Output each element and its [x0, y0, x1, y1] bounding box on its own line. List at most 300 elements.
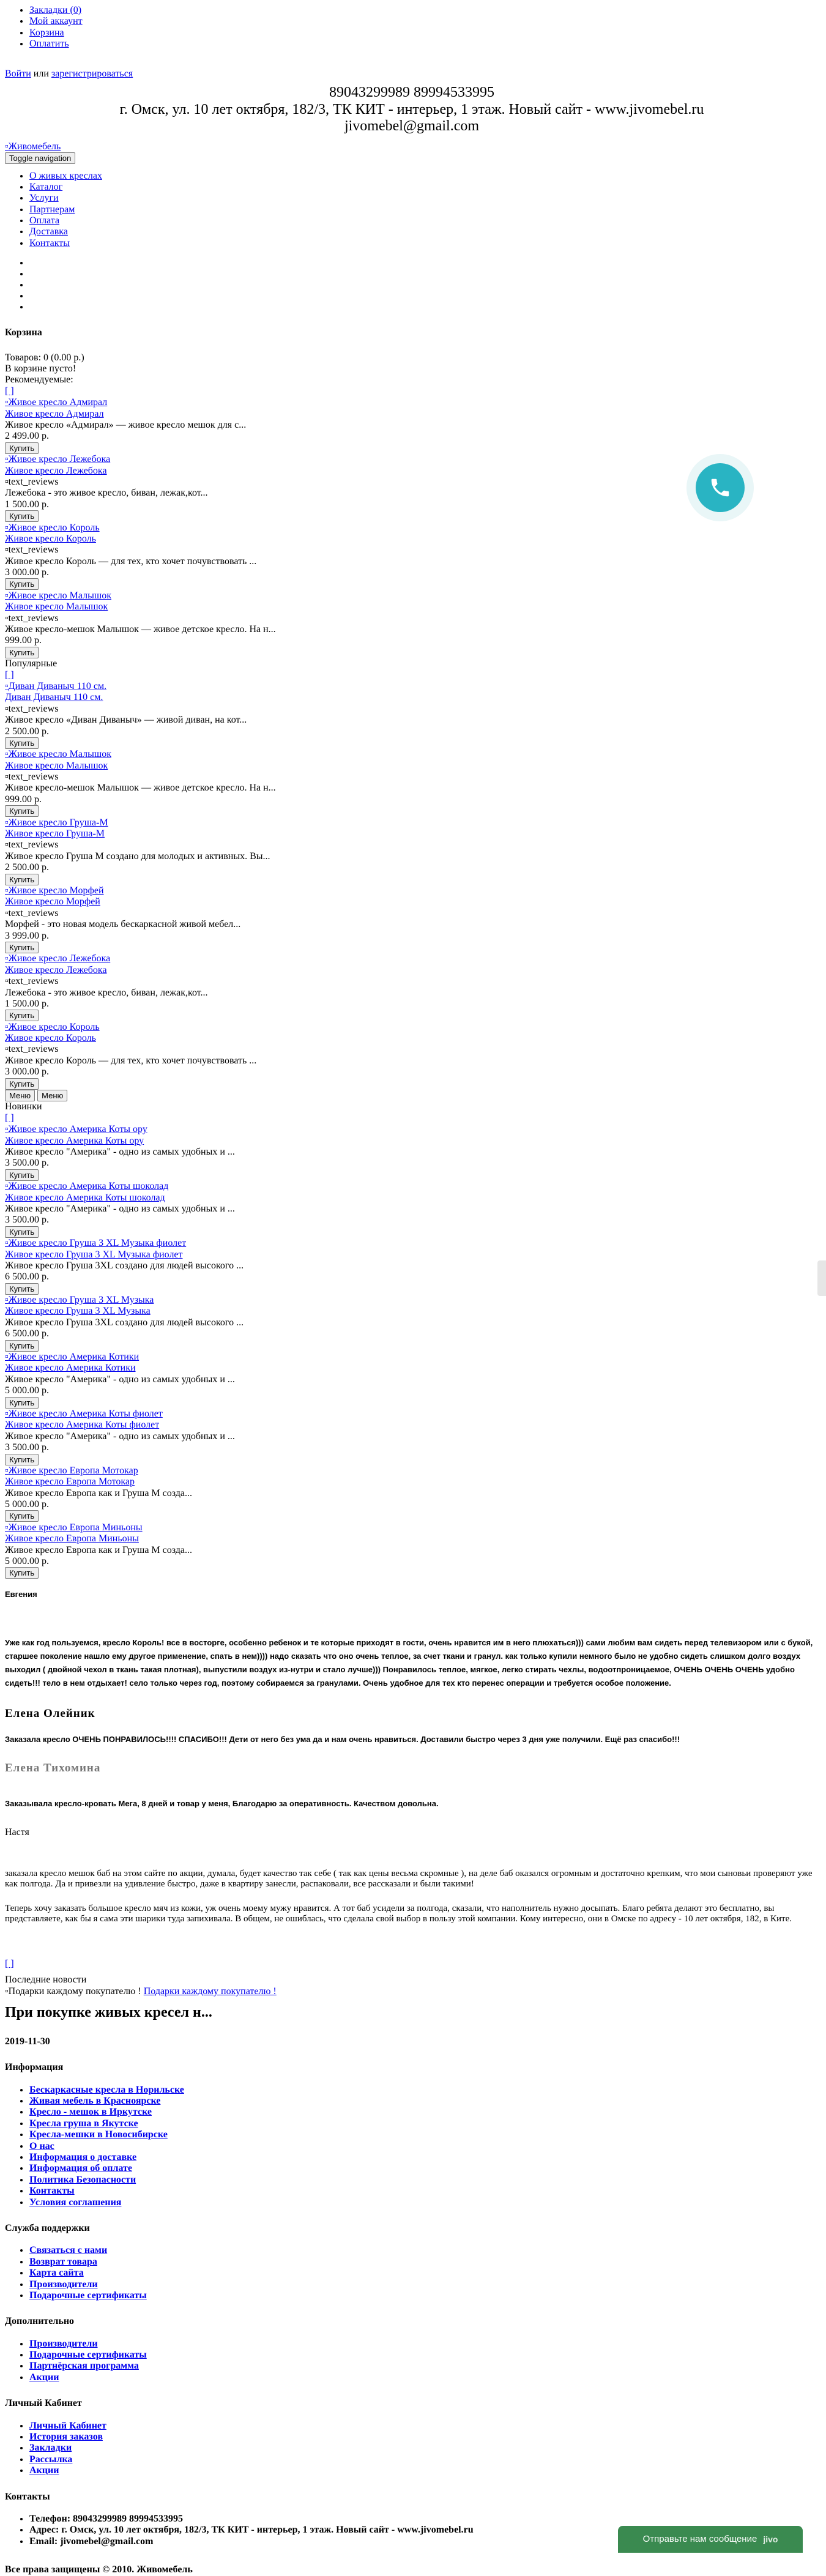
- product-name-link[interactable]: Живое кресло Европа Мотокар: [5, 1476, 135, 1487]
- product-name-link[interactable]: Диван Диваныч 110 см.: [5, 692, 103, 703]
- footer-item: [29, 2085, 819, 2096]
- reviews-image: [5, 908, 819, 919]
- product-card: [5, 953, 819, 1021]
- footer-link[interactable]: Рассылка: [29, 2454, 73, 2465]
- product-image-link[interactable]: [5, 681, 106, 691]
- buy-button[interactable]: Купить: [5, 1567, 39, 1579]
- product-image-link[interactable]: [5, 1022, 100, 1032]
- product-card: [5, 1352, 819, 1409]
- footer-link[interactable]: Контакты: [29, 2186, 75, 2197]
- footer-item: [29, 2443, 819, 2454]
- product-name: [5, 761, 819, 772]
- new-label: Новинки: [5, 1101, 42, 1112]
- footer-link[interactable]: Политика Безопасности: [29, 2174, 136, 2185]
- reviews-image-alt: text_reviews: [8, 1044, 59, 1055]
- footer-item: [29, 2361, 819, 2372]
- carousel-arrows[interactable]: [5, 670, 819, 681]
- product-name: [5, 1533, 819, 1544]
- product-name-link[interactable]: Живое кресло Адмирал: [5, 408, 104, 419]
- empty-item: [29, 258, 819, 269]
- product-image-link[interactable]: [5, 1295, 154, 1305]
- product-image[interactable]: [5, 1238, 819, 1249]
- product-card: [5, 1238, 819, 1295]
- footer-link[interactable]: Партнёрская программа: [29, 2361, 139, 2372]
- product-name-link[interactable]: Живое кресло Европа Миньоны: [5, 1533, 139, 1544]
- footer-link[interactable]: Кресла-мешки в Новосибирске: [29, 2129, 168, 2140]
- product-price: 2 500.00 р.: [5, 726, 49, 737]
- footer-link[interactable]: История заказов: [29, 2432, 103, 2443]
- broken-image-icon: ▫: [5, 817, 9, 828]
- footer-item: [29, 2514, 819, 2525]
- product-description: Живое кресло «Диван Диваныч» — живой диван, на кот...: [5, 715, 247, 726]
- menu-item: [29, 182, 819, 193]
- empty-item: [29, 269, 819, 280]
- product-name-link[interactable]: Живое кресло Америка Коты ору: [5, 1135, 144, 1146]
- product-image[interactable]: [5, 1181, 819, 1192]
- product-image[interactable]: [5, 1522, 819, 1533]
- footer-extra-list: [5, 2339, 819, 2384]
- review-author: Евгения: [5, 1589, 37, 1599]
- cart-title: Корзина: [5, 327, 42, 338]
- product-card: [5, 1181, 819, 1238]
- carousel-arrows-link[interactable]: [ ]: [5, 669, 14, 680]
- product-name: [5, 601, 819, 612]
- product-image-alt: Живое кресло Морфей: [8, 885, 104, 896]
- product-image-link[interactable]: [5, 1409, 163, 1419]
- product-image-link[interactable]: [5, 749, 111, 759]
- product-image-alt: Живое кресло Америка Коты фиолет: [8, 1408, 163, 1419]
- product-name-link[interactable]: Живое кресло Америка Коты шоколад: [5, 1192, 165, 1203]
- cart-empty: В корзине пусто!: [5, 363, 76, 374]
- product-price: 6 500.00 р.: [5, 1328, 49, 1339]
- buy-button[interactable]: Купить: [5, 737, 39, 749]
- new-list: [5, 1124, 819, 1579]
- product-card: [5, 523, 819, 590]
- product-image[interactable]: [5, 817, 819, 828]
- product-image-link[interactable]: [5, 590, 111, 601]
- footer-item: [29, 2432, 819, 2443]
- footer-link[interactable]: Кресла груша в Якутске: [29, 2118, 138, 2129]
- menu-item: [29, 215, 819, 226]
- product-name: [5, 1420, 819, 1431]
- product-image-alt: Живое кресло Америка Коты шоколад: [8, 1181, 169, 1192]
- product-card: [5, 1409, 819, 1465]
- main-menu: [5, 171, 819, 250]
- buy-button[interactable]: Купить: [5, 1169, 39, 1181]
- buy-button[interactable]: Купить: [5, 1340, 39, 1352]
- footer-item: [29, 2350, 819, 2361]
- buy-button[interactable]: Купить: [5, 1397, 39, 1409]
- product-description: Живое кресло-мешок Малышок — живое детское кресло. На н...: [5, 783, 276, 794]
- product-image-link[interactable]: [5, 454, 110, 464]
- header-email: jivomebel@gmail.com: [344, 118, 480, 135]
- buy-button[interactable]: Купить: [5, 1078, 39, 1090]
- product-price: 1 500.00 р.: [5, 499, 49, 510]
- account-link[interactable]: Мой аккаунт: [29, 16, 83, 27]
- footer-link[interactable]: Кресло - мешок в Иркутске: [29, 2107, 152, 2118]
- reviews-image-alt: text_reviews: [8, 545, 59, 556]
- footer-contact-line: Телефон: 89043299989 89994533995: [29, 2513, 184, 2524]
- product-image-link[interactable]: [5, 1124, 147, 1134]
- product-price: 3 500.00 р.: [5, 1215, 49, 1226]
- menu-button[interactable]: Меню: [5, 1090, 35, 1101]
- product-name: [5, 1136, 819, 1147]
- footer-link[interactable]: Информация об оплате: [29, 2163, 133, 2174]
- product-name-link[interactable]: Живое кресло Америка Коты фиолет: [5, 1420, 160, 1431]
- product-card: [5, 590, 819, 658]
- footer-contacts-title: Контакты: [5, 2491, 50, 2502]
- broken-image-icon: ▫: [5, 1181, 9, 1192]
- product-name: [5, 1306, 819, 1317]
- empty-item: [29, 280, 819, 291]
- product-name-link[interactable]: Живое кресло Король: [5, 1033, 96, 1044]
- product-image[interactable]: [5, 953, 819, 964]
- product-image-link[interactable]: [5, 953, 110, 964]
- carousel-arrows[interactable]: [5, 1959, 819, 1970]
- broken-image-icon: ▫: [5, 680, 9, 691]
- footer: [5, 2062, 819, 2575]
- footer-item: [29, 2339, 819, 2350]
- product-image[interactable]: [5, 681, 819, 692]
- footer-item: [29, 2279, 819, 2290]
- product-image[interactable]: [5, 523, 819, 534]
- product-image-link[interactable]: [5, 397, 107, 408]
- footer-link[interactable]: Подарочные сертификаты: [29, 2350, 147, 2361]
- broken-image-icon: ▫: [5, 522, 9, 533]
- product-image[interactable]: [5, 1465, 819, 1476]
- footer-item: [29, 2163, 819, 2174]
- buy-button[interactable]: Купить: [5, 1510, 39, 1522]
- reviews-image: [5, 772, 819, 783]
- broken-image-icon: ▫: [5, 1465, 9, 1476]
- product-description: Живое кресло "Америка" - одно из самых удобных и ...: [5, 1203, 235, 1214]
- top-links: [5, 5, 819, 50]
- footer-contact-line: Адрес: г. Омск, ул. 10 лет октября, 182/3, ТК КИТ - интерьер, 1 этаж. Новый сайт - www.jivomebel.ru: [29, 2525, 474, 2536]
- broken-image-icon: ▫: [5, 1044, 9, 1055]
- footer-item: [29, 2454, 819, 2465]
- product-name: [5, 1193, 819, 1204]
- footer-link[interactable]: Подарочные сертификаты: [29, 2290, 147, 2301]
- product-name-link[interactable]: Живое кресло Морфей: [5, 896, 100, 907]
- broken-image-icon: ▫: [5, 1124, 9, 1135]
- product-image-alt: Живое кресло Америка Котики: [8, 1352, 140, 1363]
- product-description: Живое кресло Король — для тех, кто хочет почувствовать ...: [5, 556, 257, 567]
- footer-link[interactable]: Производители: [29, 2338, 98, 2349]
- empty-list: [5, 258, 819, 313]
- broken-image-icon: ▫: [5, 1522, 9, 1533]
- login-link[interactable]: Войти: [5, 68, 31, 79]
- product-card: [5, 1295, 819, 1352]
- broken-image-icon: ▫: [5, 885, 9, 896]
- product-name: [5, 1363, 819, 1374]
- review-text: Уже как год пользуемся, кресло Король! все в восторге, особенно ребенок и те которые приходят в гости, очень нравится им в него плюхаться))) сами любим вам сидеть перед телевизором или с букой, старшее поколение нашло ему другое применение, спать в нем)))) надо сказать что оно очень теплое, за счет ткани и гранул. как только купили немного было не удобно сидеть слишком долго воздух выходил ( двойной чехол в ткань такая плотная), выпустили воздух из-нутри и стало лучше))) Понравилось теплое, мягкое, легко стирать чехлы, водоотпроницаемое, ОЧЕНЬ ОЧЕНЬ ОЧЕНЬ удобно сидеть!!! тело в нем отдыхает! село только через год, поэтому собираемся за гранулами. Очень удобное для тех кто перенес операции и требуется особое положение.: [5, 1637, 813, 1688]
- news-title: При покупке живых кресел н...: [5, 2005, 212, 2021]
- broken-image-icon: ▫: [5, 1986, 9, 1997]
- product-name-link[interactable]: Живое кресло Груша 3 XL Музыка фиолет: [5, 1249, 183, 1260]
- footer-item: [29, 2290, 819, 2301]
- header-address: г. Омск, ул. 10 лет октября, 182/3, ТК КИТ - интерьер, 1 этаж. Новый сайт - www.jivomebel.ru: [119, 101, 704, 117]
- product-description: Живое кресло-мешок Малышок — живое детское кресло. На н...: [5, 624, 276, 635]
- buy-button[interactable]: Купить: [5, 578, 39, 590]
- logo[interactable]: [5, 141, 819, 152]
- logo-link[interactable]: [5, 141, 61, 152]
- broken-image-icon: ▫: [5, 976, 9, 987]
- broken-image-icon: ▫: [5, 1408, 9, 1419]
- footer-item: [29, 2245, 819, 2256]
- buy-button[interactable]: Купить: [5, 647, 39, 658]
- product-image-alt: Живое кресло Лежебока: [8, 454, 111, 465]
- reviews-image-alt: text_reviews: [8, 476, 59, 487]
- product-name: [5, 1033, 819, 1044]
- product-image[interactable]: [5, 397, 819, 408]
- buy-button[interactable]: Купить: [5, 874, 39, 885]
- footer-item: [29, 2186, 819, 2197]
- reviews-image: [5, 704, 819, 715]
- product-card: [5, 1124, 819, 1181]
- product-description: Живое кресло Европа как и Груша М созда...: [5, 1487, 193, 1498]
- product-name-link[interactable]: Живое кресло Америка Котики: [5, 1363, 136, 1374]
- menu-item: [29, 226, 819, 237]
- footer-item: [29, 2175, 819, 2186]
- reviews-image: [5, 839, 819, 851]
- broken-image-icon: ▫: [5, 141, 9, 152]
- product-image-alt: Диван Диваныч 110 см.: [8, 680, 107, 691]
- login-or: или: [33, 68, 49, 79]
- review-text: Теперь хочу заказать большое кресло мяч из кожи, уж очень моему мужу нравится. А тот баб усидели за полгода, сказали, что наполнитель нужно досыпать. Благо ребята делают это бесплатно, вы представляете, как бы я сама эти шарики туда запихивала. В общем, не ошиблась, что сделала свой выбор в пользу этой компании. Кому интересно, они в Омске по адресу - 10 лет октября, 182, в Ките.: [5, 1903, 792, 1924]
- call-button-inner[interactable]: [696, 463, 745, 512]
- footer-link[interactable]: Связаться с нами: [29, 2245, 108, 2256]
- footer-item: [29, 2197, 819, 2208]
- product-image-link[interactable]: [5, 1522, 143, 1533]
- page: [5, 0, 819, 2576]
- product-price: 5 000.00 р.: [5, 1556, 49, 1567]
- top-link: [29, 16, 819, 27]
- carousel-arrows[interactable]: [5, 1113, 819, 1124]
- cart-link[interactable]: Корзина: [29, 27, 64, 38]
- product-image[interactable]: [5, 1022, 819, 1033]
- broken-image-icon: ▫: [5, 545, 9, 556]
- carousel-arrows-link[interactable]: [ ]: [5, 1959, 14, 1970]
- news-image-alt: Подарки каждому покупателю !: [8, 1986, 141, 1997]
- carousel-arrows[interactable]: [5, 386, 819, 397]
- product-description: Живое кресло "Америка" - одно из самых удобных и ...: [5, 1146, 235, 1157]
- review-author: Настя: [5, 1826, 29, 1837]
- broken-image-icon: ▫: [5, 703, 9, 714]
- product-image-link[interactable]: [5, 1465, 138, 1476]
- news-date: 2019-11-30: [5, 2036, 50, 2047]
- footer-support-title: Служба поддержки: [5, 2222, 90, 2233]
- buy-button[interactable]: Купить: [5, 1010, 39, 1021]
- chat-widget[interactable]: [618, 2526, 803, 2553]
- broken-image-icon: ▫: [5, 397, 9, 408]
- reviews-image: [5, 545, 819, 556]
- broken-image-icon: ▫: [5, 772, 9, 783]
- footer-link[interactable]: Производители: [29, 2279, 98, 2290]
- footer-link[interactable]: Карта сайта: [29, 2268, 84, 2279]
- product-price: 5 000.00 р.: [5, 1499, 49, 1510]
- footer-link[interactable]: Акции: [29, 2465, 59, 2476]
- footer-item: [29, 2141, 819, 2152]
- product-image-link[interactable]: [5, 1352, 139, 1362]
- product-name: [5, 965, 819, 976]
- product-name: [5, 1476, 819, 1487]
- product-name: [5, 828, 819, 839]
- bookmarks-link[interactable]: Закладки (0): [29, 5, 82, 15]
- product-description: Живое кресло "Америка" - одно из самых удобных и ...: [5, 1431, 235, 1442]
- broken-image-icon: ▫: [5, 1021, 9, 1032]
- buy-button[interactable]: Купить: [5, 805, 39, 817]
- reviews-image-alt: text_reviews: [8, 612, 59, 624]
- carousel-arrows-link[interactable]: [ ]: [5, 385, 14, 396]
- product-name-link[interactable]: Живое кресло Малышок: [5, 601, 108, 612]
- broken-image-icon: ▫: [5, 454, 9, 465]
- login-line: [5, 69, 819, 80]
- product-name: [5, 1249, 819, 1260]
- chat-brand: jivo: [763, 2534, 778, 2544]
- product-image-alt: Живое кресло Лежебока: [8, 953, 111, 964]
- menu-button[interactable]: Меню: [37, 1090, 67, 1101]
- footer-link[interactable]: О нас: [29, 2140, 54, 2151]
- menu-item-contacts[interactable]: Контакты: [29, 237, 70, 248]
- footer-link[interactable]: Условия соглашения: [29, 2197, 122, 2208]
- menu-buttons: [5, 1090, 819, 1101]
- footer-item: [29, 2096, 819, 2107]
- product-image[interactable]: [5, 590, 819, 601]
- review-text: заказала кресло мешок баб на этом сайте по акции, думала, будет качество так себе ( так как цены весьма скромные ), на деле баб оказался огромным и достаточно крепким, что мои сыновьи проверяют уже как полгода. Да и привезли на удивление быстро, даже в квартиру занесли, распаковали, все рассказали и были такими!: [5, 1869, 813, 1889]
- menu-item: [29, 204, 819, 215]
- product-image[interactable]: [5, 749, 819, 760]
- footer-link[interactable]: Возврат товара: [29, 2256, 97, 2267]
- recommend-label: Рекомендуемые:: [5, 374, 73, 385]
- footer-item: [29, 2268, 819, 2279]
- buy-button[interactable]: Купить: [5, 1283, 39, 1295]
- product-image-alt: Живое кресло Европа Мотокар: [8, 1465, 138, 1476]
- top-link: [29, 5, 819, 16]
- product-price: 2 500.00 р.: [5, 862, 49, 873]
- broken-image-icon: ▫: [5, 612, 9, 624]
- product-name-link[interactable]: Живое кресло Лежебока: [5, 465, 107, 476]
- top-link: [29, 28, 819, 39]
- footer-extra-title: Дополнительно: [5, 2316, 75, 2327]
- product-description: Живое кресло «Адмирал» — живое кресло мешок для с...: [5, 419, 247, 430]
- product-image-alt: Живое кресло Король: [8, 522, 100, 533]
- menu-item-catalog[interactable]: Каталог: [29, 181, 63, 192]
- product-name-link[interactable]: Живое кресло Груша 3 XL Музыка: [5, 1306, 151, 1317]
- menu-item: [29, 171, 819, 182]
- product-name: [5, 896, 819, 907]
- product-name: [5, 534, 819, 545]
- product-image-alt: Живое кресло Малышок: [8, 590, 111, 601]
- broken-image-icon: ▫: [5, 1238, 9, 1249]
- menu-item-partners[interactable]: Партнерам: [29, 204, 75, 215]
- reviews-image: [5, 613, 819, 624]
- product-image-link[interactable]: [5, 523, 100, 533]
- product-image-alt: Живое кресло Груша 3 XL Музыка фиолет: [8, 1238, 187, 1249]
- product-card: [5, 681, 819, 749]
- footer-item: [29, 2118, 819, 2129]
- product-name-link[interactable]: Живое кресло Лежебока: [5, 964, 107, 975]
- product-card: [5, 1522, 819, 1579]
- buy-button[interactable]: Купить: [5, 442, 39, 454]
- product-price: 1 500.00 р.: [5, 998, 49, 1009]
- product-description: Живое кресло "Америка" - одно из самых удобных и ...: [5, 1374, 235, 1385]
- register-link[interactable]: зарегистрироваться: [51, 68, 133, 79]
- broken-image-icon: ▫: [5, 839, 9, 851]
- footer-link[interactable]: Личный Кабинет: [29, 2420, 106, 2431]
- footer-contact-line: Email: jivomebel@gmail.com: [29, 2536, 154, 2547]
- product-image-alt: Живое кресло Америка Коты ору: [8, 1124, 147, 1135]
- reviews-image-alt: text_reviews: [8, 772, 59, 783]
- product-image-alt: Живое кресло Европа Миньоны: [8, 1522, 143, 1533]
- product-name: [5, 409, 819, 420]
- footer-account-list: [5, 2421, 819, 2477]
- empty-item: [29, 302, 819, 313]
- product-description: Живое кресло Европа как и Груша М созда...: [5, 1544, 193, 1555]
- footer-support-list: [5, 2245, 819, 2301]
- footer-link[interactable]: Живая мебель в Красноярске: [29, 2096, 161, 2107]
- product-card: [5, 397, 819, 454]
- product-price: 5 000.00 р.: [5, 1385, 49, 1396]
- side-tab[interactable]: [817, 1260, 826, 1296]
- call-button[interactable]: [686, 454, 754, 521]
- menu-item-about[interactable]: О живых креслах: [29, 170, 102, 181]
- logo-alt: Живомебель: [8, 141, 61, 152]
- buy-button[interactable]: Купить: [5, 1454, 39, 1465]
- buy-button[interactable]: Купить: [5, 510, 39, 522]
- menu-item-payment[interactable]: Оплата: [29, 215, 60, 226]
- recommended-list: [5, 397, 819, 658]
- footer-item: [29, 2257, 819, 2268]
- product-card: [5, 749, 819, 817]
- buy-button[interactable]: Купить: [5, 1226, 39, 1238]
- review-author: Елена Тихомина: [5, 1761, 101, 1774]
- toggle-navigation-button[interactable]: Toggle navigation: [5, 152, 75, 164]
- reviews-image-alt: text_reviews: [8, 839, 59, 851]
- product-image[interactable]: [5, 1124, 819, 1135]
- product-image-link[interactable]: [5, 817, 108, 828]
- buy-button[interactable]: Купить: [5, 942, 39, 953]
- product-image-link[interactable]: [5, 1181, 168, 1191]
- product-name-link[interactable]: Живое кресло Груша-М: [5, 828, 105, 839]
- product-image[interactable]: [5, 1295, 819, 1306]
- product-name-link[interactable]: Живое кресло Малышок: [5, 760, 108, 771]
- reviews-image: [5, 1044, 819, 1055]
- menu-item-delivery[interactable]: Доставка: [29, 226, 68, 237]
- footer-link[interactable]: Информация о доставке: [29, 2151, 137, 2162]
- news-label: Последние новости: [5, 1975, 87, 1986]
- menu-item-services[interactable]: Услуги: [29, 193, 59, 204]
- empty-item: [29, 291, 819, 302]
- footer-link[interactable]: Бескаркасные кресла в Норильске: [29, 2084, 184, 2095]
- product-image[interactable]: [5, 1352, 819, 1363]
- reviews-image-alt: text_reviews: [8, 976, 59, 987]
- footer-link[interactable]: Закладки: [29, 2443, 72, 2454]
- broken-image-icon: ▫: [5, 953, 9, 964]
- product-image[interactable]: [5, 885, 819, 896]
- product-name-link[interactable]: Живое кресло Король: [5, 533, 96, 544]
- footer-item: [29, 2129, 819, 2140]
- product-description: Лежебока - это живое кресло, биван, лежак,кот...: [5, 488, 208, 499]
- header-phones: 89043299989 89994533995: [329, 84, 494, 100]
- product-card: [5, 1022, 819, 1090]
- pay-link[interactable]: Оплатить: [29, 39, 69, 50]
- product-image[interactable]: [5, 1409, 819, 1420]
- carousel-arrows-link[interactable]: [ ]: [5, 1112, 14, 1123]
- product-image-link[interactable]: [5, 1238, 186, 1248]
- news-link[interactable]: Подарки каждому покупателю !: [143, 1986, 277, 1997]
- footer-link[interactable]: Акции: [29, 2372, 59, 2383]
- product-image-link[interactable]: [5, 885, 104, 896]
